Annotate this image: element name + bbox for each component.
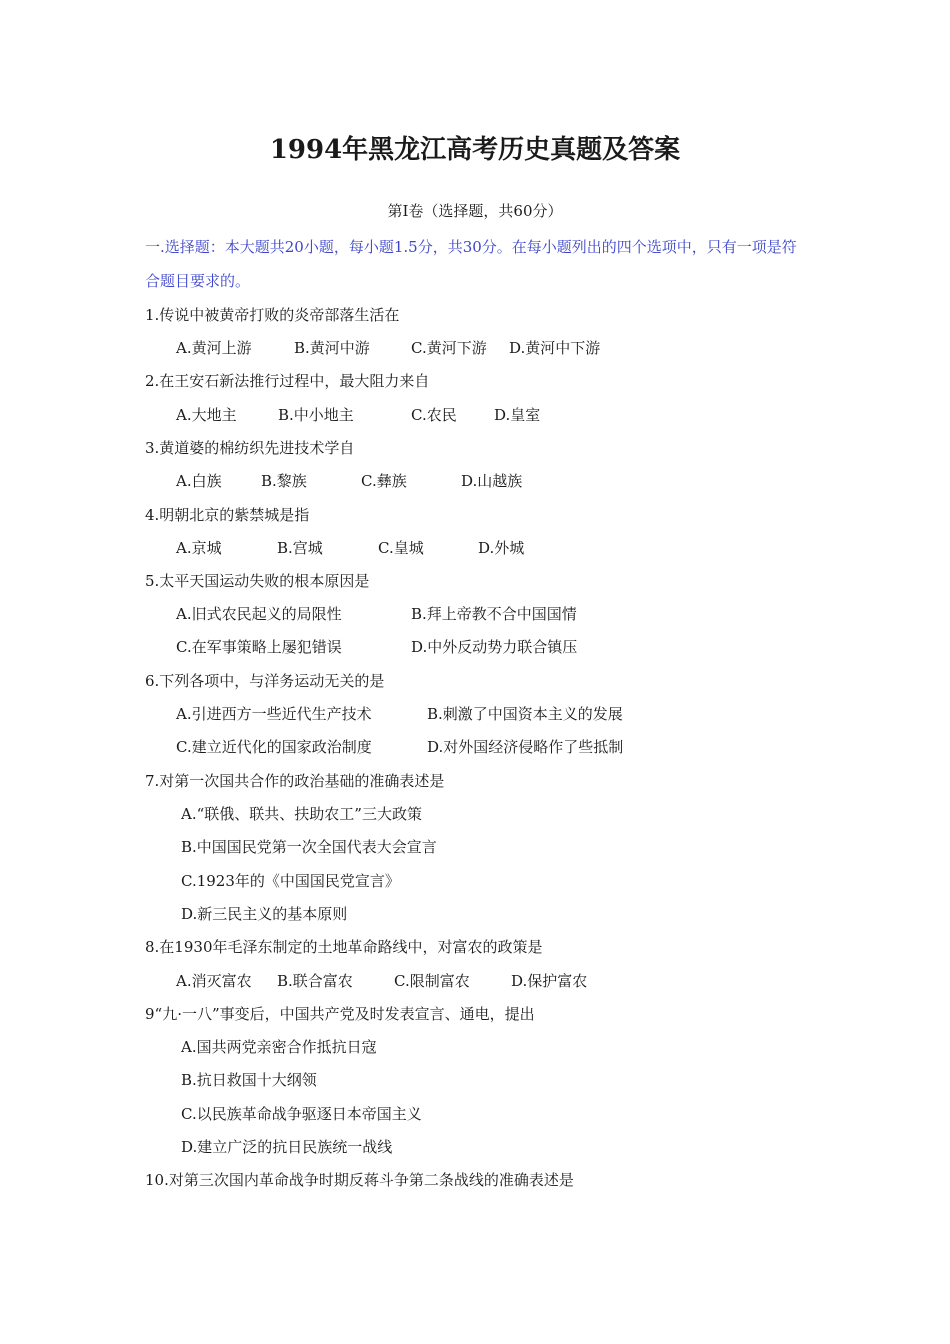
question-2-stem: 2.在王安石新法推行过程中，最大阻力来自 bbox=[145, 372, 430, 390]
question-4-option-d: D.外城 bbox=[478, 539, 525, 557]
question-9-option-a: A.国共两党亲密合作抵抗日寇 bbox=[181, 1038, 377, 1056]
question-4-option-b: B.宫城 bbox=[277, 539, 323, 557]
question-2-option-c: C.农民 bbox=[411, 406, 457, 424]
question-5-stem: 5.太平天国运动失败的根本原因是 bbox=[145, 572, 370, 590]
question-3-option-b: B.黎族 bbox=[261, 472, 307, 490]
question-3-option-d: D.山越族 bbox=[461, 472, 523, 490]
question-7-option-b: B.中国国民党第一次全国代表大会宣言 bbox=[181, 838, 437, 856]
question-2-option-b: B.中小地主 bbox=[278, 406, 354, 424]
question-7-stem: 7.对第一次国共合作的政治基础的准确表述是 bbox=[145, 772, 445, 790]
question-2-option-d: D.皇室 bbox=[494, 406, 541, 424]
question-5-option-c: C.在军事策略上屡犯错误 bbox=[176, 638, 342, 656]
question-8-stem: 8.在1930年毛泽东制定的土地革命路线中，对富农的政策是 bbox=[145, 938, 543, 956]
question-1-option-c: C.黄河下游 bbox=[411, 339, 487, 357]
question-8-option-d: D.保护富农 bbox=[511, 972, 588, 990]
question-5-option-a: A.旧式农民起义的局限性 bbox=[176, 605, 342, 623]
question-1-option-a: A.黄河上游 bbox=[176, 339, 252, 357]
question-3-stem: 3.黄道婆的棉纺织先进技术学自 bbox=[145, 439, 355, 457]
question-7-option-a: A.“联俄、联共、扶助农工”三大政策 bbox=[181, 805, 422, 823]
question-8-option-c: C.限制富农 bbox=[394, 972, 470, 990]
volume-subtitle: 第Ⅰ卷（选择题，共60分） bbox=[387, 202, 563, 220]
question-6-option-d: D.对外国经济侵略作了些抵制 bbox=[427, 738, 624, 756]
question-1-option-d: D.黄河中下游 bbox=[509, 339, 601, 357]
section-instructions: 一.选择题：本大题共20小题，每小题1.5分，共30分。在每小题列出的四个选项中，只有一项是符合题目要求的。 bbox=[145, 238, 797, 290]
question-6-option-a: A.引进西方一些近代生产技术 bbox=[176, 705, 372, 723]
question-1-stem: 1.传说中被黄帝打败的炎帝部落生活在 bbox=[145, 306, 400, 324]
question-1-option-b: B.黄河中游 bbox=[294, 339, 370, 357]
question-2-option-a: A.大地主 bbox=[176, 406, 237, 424]
question-9-stem: 9“九·一八”事变后，中国共产党及时发表宣言、通电，提出 bbox=[145, 1005, 535, 1023]
question-10-stem: 10.对第三次国内革命战争时期反蒋斗争第二条战线的准确表述是 bbox=[145, 1171, 574, 1189]
question-9-option-b: B.抗日救国十大纲领 bbox=[181, 1071, 317, 1089]
question-5-option-b: B.拜上帝教不合中国国情 bbox=[411, 605, 577, 623]
question-8-option-a: A.消灭富农 bbox=[176, 972, 252, 990]
question-4-option-c: C.皇城 bbox=[378, 539, 424, 557]
question-5-option-d: D.中外反动势力联合镇压 bbox=[411, 638, 578, 656]
question-6-option-b: B.刺激了中国资本主义的发展 bbox=[427, 705, 623, 723]
question-3-option-a: A.白族 bbox=[176, 472, 222, 490]
question-4-stem: 4.明朝北京的紫禁城是指 bbox=[145, 506, 310, 524]
question-7-option-c: C.1923年的《中国国民党宣言》 bbox=[181, 872, 400, 890]
question-3-option-c: C.彝族 bbox=[361, 472, 407, 490]
question-9-option-d: D.建立广泛的抗日民族统一战线 bbox=[181, 1138, 393, 1156]
question-4-option-a: A.京城 bbox=[176, 539, 222, 557]
question-9-option-c: C.以民族革命战争驱逐日本帝国主义 bbox=[181, 1105, 422, 1123]
question-6-option-c: C.建立近代化的国家政治制度 bbox=[176, 738, 372, 756]
document-title: 1994年黑龙江高考历史真题及答案 bbox=[269, 135, 681, 165]
question-8-option-b: B.联合富农 bbox=[277, 972, 353, 990]
question-6-stem: 6.下列各项中，与洋务运动无关的是 bbox=[145, 672, 385, 690]
question-7-option-d: D.新三民主义的基本原则 bbox=[181, 905, 348, 923]
